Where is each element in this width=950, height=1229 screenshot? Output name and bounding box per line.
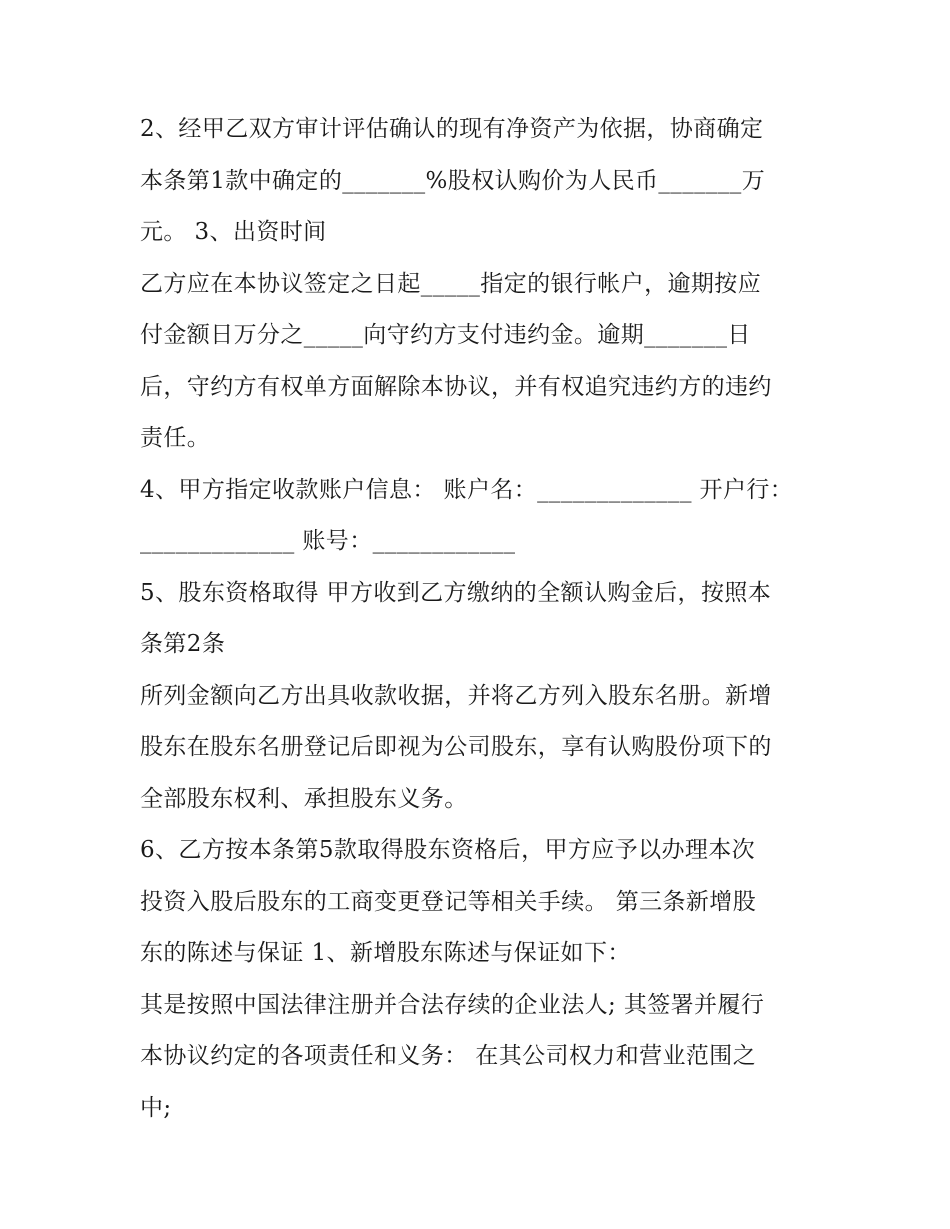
document-body [140, 104, 830, 1134]
text-line: 元。 3、出资时间 [140, 219, 327, 245]
text-line: 2、经甲乙双方审计评估确认的现有净资产为依据，协商确定 [140, 116, 764, 142]
text-line: 责任。 [140, 425, 211, 451]
text-line: 付金额日万分之_____向守约方支付违约金。逾期_______日 [140, 322, 751, 348]
text-line: 条第2条 [140, 631, 226, 657]
text-line: 东的陈述与保证 1、新增股东陈述与保证如下： [140, 940, 631, 966]
text-line: 本条第1款中确定的_______%股权认购价为人民币_______万 [140, 167, 766, 194]
text-line: 全部股东权利、承担股东义务。 [140, 785, 468, 812]
text-line: 乙方应在本协议签定之日起_____指定的银行帐户，逾期按应 [140, 270, 762, 297]
text-line: _____________ 账号：____________ [140, 528, 516, 554]
text-line: 4、甲方指定收款账户信息： 账户名：_____________ 开户行： [140, 476, 794, 503]
text-line: 6、乙方按本条第5款取得股东资格后，甲方应予以办理本次 [140, 837, 756, 863]
text-line: 其是按照中国法律注册并合法存续的企业法人; 其签署并履行 [140, 991, 765, 1018]
text-line: 所列金额向乙方出具收款收据，并将乙方列入股东名册。新增 [140, 682, 772, 709]
text-line: 本协议约定的各项责任和义务： 在其公司权力和营业范围之 [140, 1043, 757, 1069]
text-line: 5、股东资格取得 甲方收到乙方缴纳的全额认购金后，按照本 [140, 579, 772, 606]
text-line: 中; [140, 1094, 172, 1121]
text-line: 股东在股东名册登记后即视为公司股东，享有认购股份项下的 [140, 734, 772, 760]
text-line: 后，守约方有权单方面解除本协议，并有权追究违约方的违约 [140, 373, 772, 400]
text-line: 投资入股后股东的工商变更登记等相关手续。 第三条新增股 [140, 888, 757, 915]
